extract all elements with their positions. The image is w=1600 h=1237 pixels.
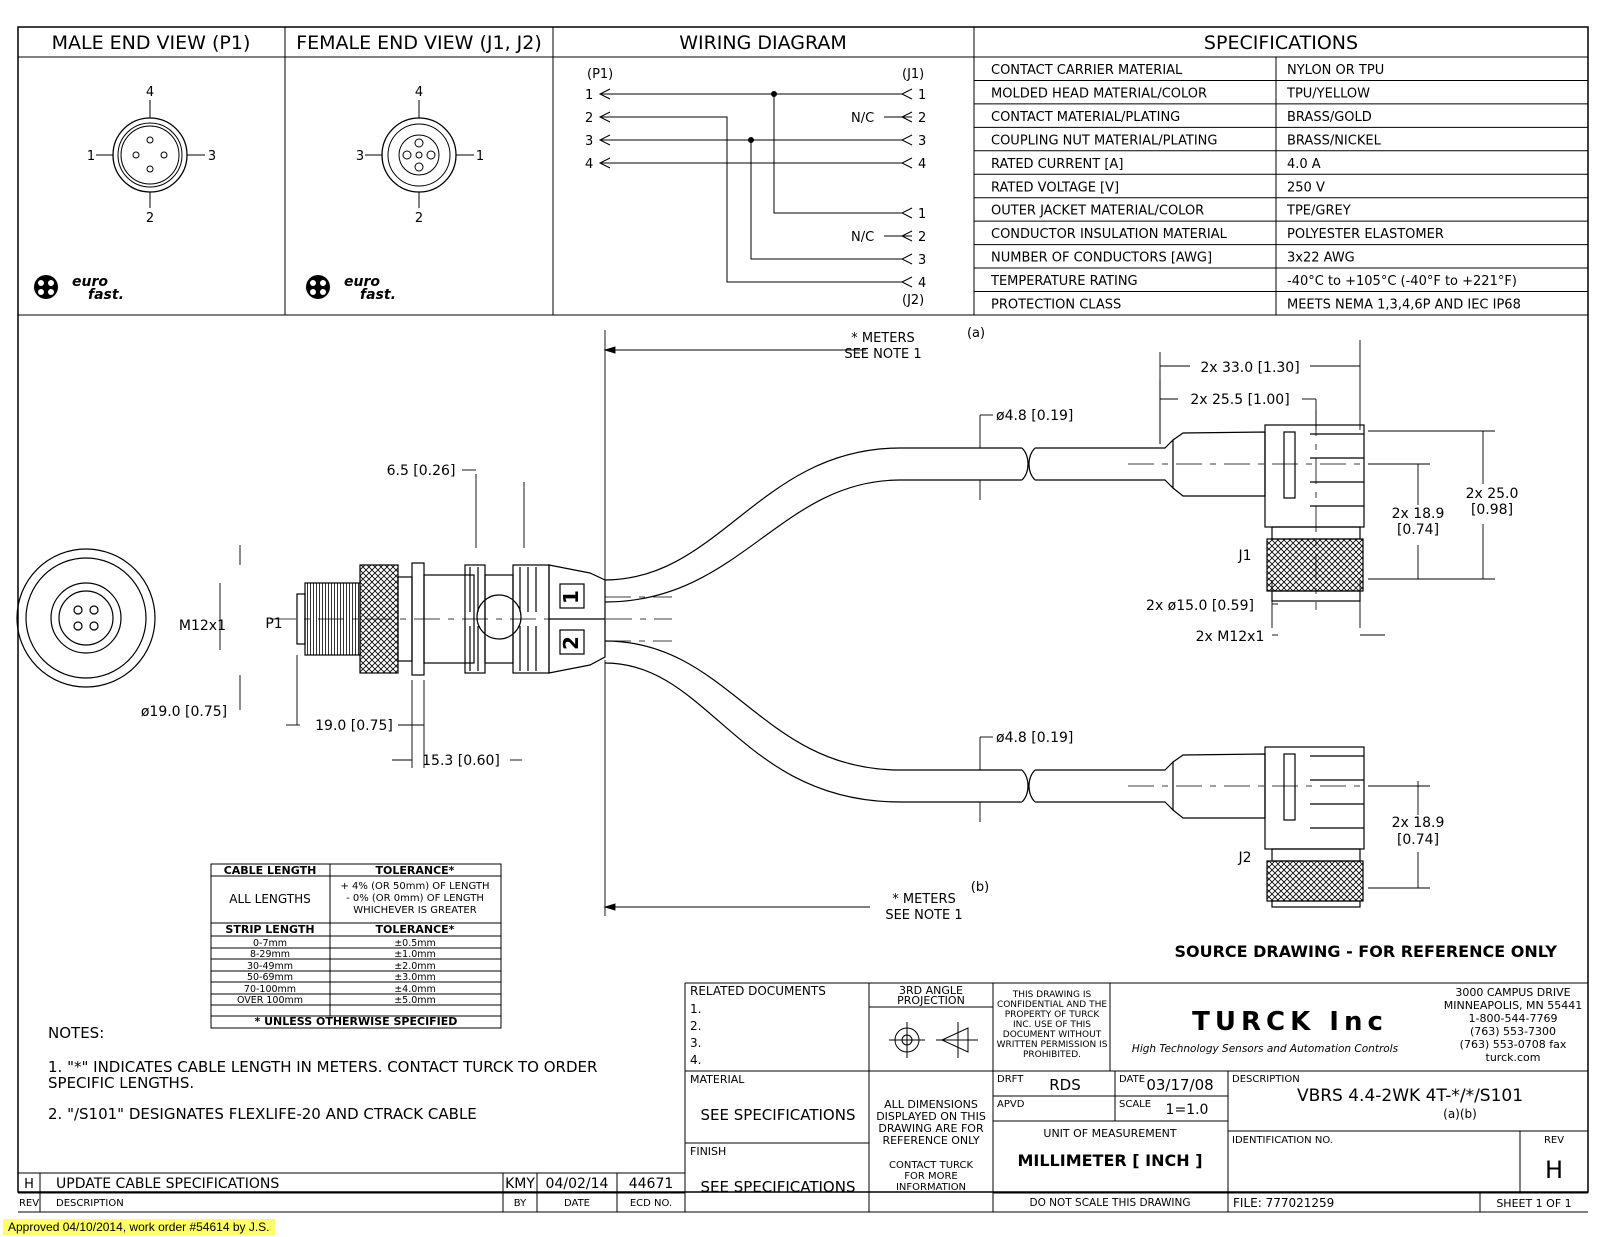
nc-label-j1: N/C bbox=[851, 111, 875, 126]
m12-label: M12x1 bbox=[178, 618, 226, 634]
notes bbox=[48, 1024, 597, 1123]
svg-text:WHICHEVER IS GREATER: WHICHEVER IS GREATER bbox=[353, 905, 477, 916]
female-pin-4: 4 bbox=[414, 85, 424, 100]
tag-a-label: (a) bbox=[966, 326, 986, 341]
svg-text:3000 CAMPUS DRIVE: 3000 CAMPUS DRIVE bbox=[1455, 986, 1571, 999]
svg-text:DESCRIPTION: DESCRIPTION bbox=[56, 1198, 124, 1209]
wiring-j2-label: (J2) bbox=[902, 293, 925, 308]
strip-tolerance-cell: ±5.0mm bbox=[394, 995, 436, 1006]
dim-18-9-top-inch-label: [0.74] bbox=[1396, 522, 1440, 538]
leg-label-2: 2 bbox=[559, 636, 583, 650]
dim-18-9-bottom-inch-label: [0.74] bbox=[1396, 832, 1440, 848]
svg-text:1-800-544-7769: 1-800-544-7769 bbox=[1468, 1012, 1558, 1025]
female-end-view bbox=[356, 85, 484, 226]
strip-length-cell: OVER 100mm bbox=[236, 995, 304, 1006]
sheet-number: SHEET 1 OF 1 bbox=[1496, 1197, 1572, 1210]
nc-label-j2: N/C bbox=[851, 230, 875, 245]
rev-date: 04/02/14 bbox=[545, 1176, 609, 1192]
strip-length-cell: 8-29mm bbox=[249, 949, 291, 960]
male-end-view bbox=[87, 85, 216, 226]
wiring-diagram-title: WIRING DIAGRAM bbox=[679, 32, 847, 54]
p1-label: P1 bbox=[265, 616, 283, 632]
svg-text:FOR MORE: FOR MORE bbox=[904, 1171, 958, 1182]
svg-text:DOCUMENT WITHOUT: DOCUMENT WITHOUT bbox=[1002, 1030, 1102, 1040]
meters-b-label: * METERS bbox=[892, 892, 956, 907]
dia-19-0-label: ø19.0 [0.75] bbox=[140, 704, 228, 720]
svg-text:3: 3 bbox=[918, 134, 927, 149]
strip-length-cell: 70-100mm bbox=[243, 984, 297, 995]
svg-text:PROHIBITED.: PROHIBITED. bbox=[1023, 1050, 1081, 1060]
strip-length-cell: 30-49mm bbox=[246, 961, 294, 972]
scale-value: 1=1.0 bbox=[1165, 1102, 1209, 1118]
svg-text:PROJECTION: PROJECTION bbox=[897, 994, 965, 1007]
svg-text:* UNLESS OTHERWISE SPECIFIED: * UNLESS OTHERWISE SPECIFIED bbox=[254, 1015, 458, 1028]
svg-text:BY: BY bbox=[513, 1198, 527, 1209]
dim-m12-2x-label: 2x M12x1 bbox=[1195, 629, 1265, 645]
svg-text:CONFIDENTIAL AND THE: CONFIDENTIAL AND THE bbox=[996, 1000, 1108, 1010]
female-pin-1: 1 bbox=[475, 149, 485, 164]
svg-text:RELATED DOCUMENTS: RELATED DOCUMENTS bbox=[690, 984, 826, 998]
svg-text:DRFT: DRFT bbox=[997, 1074, 1024, 1085]
company-tagline: High Technology Sensors and Automation Controls bbox=[1131, 1043, 1399, 1055]
meters-a-label: * METERS bbox=[851, 331, 915, 346]
spec-key: CONTACT MATERIAL/PLATING bbox=[991, 109, 1181, 125]
svg-text:UNIT OF MEASUREMENT: UNIT OF MEASUREMENT bbox=[1043, 1127, 1177, 1140]
spec-value: TPU/YELLOW bbox=[1287, 86, 1370, 102]
dim-19-0-label: 19.0 [0.75] bbox=[315, 718, 393, 734]
svg-text:FINISH: FINISH bbox=[690, 1145, 727, 1158]
svg-text:1: 1 bbox=[918, 207, 927, 222]
strip-length-cell: 50-69mm bbox=[246, 972, 294, 983]
spec-value: TPE/GREY bbox=[1287, 203, 1351, 219]
svg-text:REFERENCE ONLY: REFERENCE ONLY bbox=[882, 1134, 980, 1147]
dia-4-8-bottom-label: ø4.8 [0.19] bbox=[996, 730, 1074, 746]
strip-tolerance-cell: ±1.0mm bbox=[394, 949, 436, 960]
svg-text:REV: REV bbox=[1543, 1135, 1565, 1146]
title-rev-letter: H bbox=[1544, 1156, 1564, 1184]
male-pin-3: 3 bbox=[207, 149, 217, 164]
svg-text:TOLERANCE*: TOLERANCE* bbox=[375, 923, 455, 936]
male-end-view-title: MALE END VIEW (P1) bbox=[51, 32, 251, 54]
spec-value: -40°C to +105°C (-40°F to +221°F) bbox=[1287, 274, 1517, 290]
p1-front-face bbox=[17, 549, 155, 687]
dim-18-9-top-label: 2x 18.9 bbox=[1391, 506, 1445, 522]
finish-value: SEE SPECIFICATIONS bbox=[700, 1178, 856, 1196]
svg-text:euro: euro bbox=[344, 274, 380, 290]
male-pin-4: 4 bbox=[145, 85, 155, 100]
dim-6-5-label: 6.5 [0.26] bbox=[386, 463, 456, 479]
dim-15-0-label: 2x ø15.0 [0.59] bbox=[1146, 598, 1254, 614]
svg-text:ECD NO.: ECD NO. bbox=[629, 1198, 673, 1209]
drawing-description-tags: (a)(b) bbox=[1443, 1107, 1477, 1121]
svg-text:PROPERTY OF TURCK: PROPERTY OF TURCK bbox=[1004, 1010, 1100, 1020]
rev-letter: H bbox=[24, 1177, 34, 1192]
strip-tolerance-cell: ±4.0mm bbox=[394, 984, 436, 995]
male-pin-2: 2 bbox=[145, 211, 155, 226]
svg-text:DATE: DATE bbox=[563, 1198, 591, 1209]
wiring-j1-label: (J1) bbox=[902, 67, 925, 82]
svg-text:MINNEAPOLIS, MN 55441: MINNEAPOLIS, MN 55441 bbox=[1443, 999, 1583, 1012]
drafter-value: RDS bbox=[1049, 1076, 1081, 1094]
spec-key: CONTACT CARRIER MATERIAL bbox=[991, 63, 1183, 78]
spec-value: POLYESTER ELASTOMER bbox=[1287, 227, 1444, 243]
svg-text:TOLERANCE*: TOLERANCE* bbox=[375, 864, 455, 877]
svg-text:THIS DRAWING IS: THIS DRAWING IS bbox=[1012, 990, 1092, 1000]
spec-value: 250 V bbox=[1287, 180, 1325, 196]
svg-text:(763) 553-7300: (763) 553-7300 bbox=[1469, 1025, 1557, 1038]
spec-key: MOLDED HEAD MATERIAL/COLOR bbox=[991, 86, 1208, 102]
svg-text:REV: REV bbox=[18, 1198, 40, 1209]
svg-text:1: 1 bbox=[918, 88, 927, 103]
svg-text:+ 4% (OR 50mm) OF LENGTH: + 4% (OR 50mm) OF LENGTH bbox=[340, 881, 490, 892]
svg-text:ALL LENGTHS: ALL LENGTHS bbox=[229, 892, 311, 906]
svg-text:DATE: DATE bbox=[1119, 1074, 1146, 1085]
note-1-line-1: 1. "*" INDICATES CABLE LENGTH IN METERS. CONTACT TURCK TO ORDER bbox=[48, 1058, 598, 1076]
svg-text:2: 2 bbox=[918, 230, 927, 245]
rev-ecd: 44671 bbox=[628, 1176, 674, 1192]
svg-text:DISPLAYED ON THIS: DISPLAYED ON THIS bbox=[876, 1110, 986, 1123]
svg-text:4: 4 bbox=[918, 157, 927, 172]
spec-key: NUMBER OF CONDUCTORS [AWG] bbox=[991, 250, 1213, 266]
female-pin-3: 3 bbox=[355, 149, 365, 164]
svg-text:4: 4 bbox=[918, 276, 927, 291]
dim-25-0-label: 2x 25.0 bbox=[1465, 486, 1519, 502]
svg-text:1.: 1. bbox=[690, 1002, 702, 1016]
svg-text:4: 4 bbox=[585, 157, 594, 172]
wiring-diagram bbox=[585, 67, 926, 308]
material-value: SEE SPECIFICATIONS bbox=[700, 1106, 856, 1124]
svg-text:CONTACT TURCK: CONTACT TURCK bbox=[888, 1160, 974, 1171]
svg-text:WRITTEN PERMISSION IS: WRITTEN PERMISSION IS bbox=[996, 1040, 1108, 1050]
source-drawing-note: SOURCE DRAWING - FOR REFERENCE ONLY bbox=[1174, 942, 1557, 961]
strip-tolerance-cell: ±0.5mm bbox=[394, 938, 436, 949]
j1-label: J1 bbox=[1238, 548, 1252, 564]
svg-text:2: 2 bbox=[918, 111, 927, 126]
spec-value: 3x22 AWG bbox=[1287, 250, 1355, 266]
svg-text:fast.: fast. bbox=[88, 287, 124, 303]
svg-text:DRAWING ARE FOR: DRAWING ARE FOR bbox=[878, 1122, 984, 1135]
spec-key: COUPLING NUT MATERIAL/PLATING bbox=[991, 133, 1218, 149]
dim-25-5-label: 2x 25.5 [1.00] bbox=[1190, 392, 1290, 408]
note1-b-label: SEE NOTE 1 bbox=[885, 908, 963, 923]
tag-b-label: (b) bbox=[970, 880, 990, 895]
svg-text:4.: 4. bbox=[690, 1053, 702, 1067]
eurofast-logo-female bbox=[306, 274, 396, 303]
leg-label-1: 1 bbox=[559, 590, 583, 604]
spec-value: MEETS NEMA 1,3,4,6P AND IEC IP68 bbox=[1287, 297, 1521, 313]
strip-tolerance-cell: ±3.0mm bbox=[394, 972, 436, 983]
specifications-table bbox=[974, 57, 1588, 315]
svg-text:turck.com: turck.com bbox=[1485, 1051, 1541, 1064]
svg-text:STRIP LENGTH: STRIP LENGTH bbox=[225, 923, 315, 936]
male-pin-1: 1 bbox=[86, 149, 96, 164]
file-number: FILE: 777021259 bbox=[1233, 1196, 1335, 1210]
wiring-p1-label: (P1) bbox=[587, 67, 614, 82]
strip-tolerance-cell: ±2.0mm bbox=[394, 961, 436, 972]
svg-text:(763) 553-0708 fax: (763) 553-0708 fax bbox=[1459, 1038, 1567, 1051]
svg-text:fast.: fast. bbox=[360, 287, 396, 303]
svg-text:1: 1 bbox=[585, 88, 594, 103]
spec-key: RATED CURRENT [A] bbox=[991, 156, 1124, 172]
svg-text:INFORMATION: INFORMATION bbox=[895, 1182, 967, 1193]
dim-25-0-inch-label: [0.98] bbox=[1470, 502, 1514, 518]
spec-key: OUTER JACKET MATERIAL/COLOR bbox=[991, 203, 1205, 219]
svg-text:DESCRIPTION: DESCRIPTION bbox=[1232, 1074, 1300, 1085]
notes-title: NOTES: bbox=[48, 1024, 105, 1042]
spec-key: TEMPERATURE RATING bbox=[991, 274, 1138, 290]
svg-text:CABLE LENGTH: CABLE LENGTH bbox=[223, 864, 317, 877]
spec-value: NYLON OR TPU bbox=[1287, 63, 1385, 78]
drawing-description: VBRS 4.4-2WK 4T-*/*/S101 bbox=[1296, 1086, 1524, 1106]
female-end-view-title: FEMALE END VIEW (J1, J2) bbox=[296, 32, 542, 54]
svg-text:3: 3 bbox=[918, 253, 927, 268]
j2-label: J2 bbox=[1238, 850, 1252, 866]
strip-length-cell: 0-7mm bbox=[252, 938, 288, 949]
eurofast-logo-male bbox=[34, 274, 124, 303]
assembly-drawing bbox=[17, 330, 1495, 916]
spec-value: BRASS/GOLD bbox=[1287, 109, 1372, 125]
drawing-date: 03/17/08 bbox=[1146, 1076, 1214, 1094]
dim-33-label: 2x 33.0 [1.30] bbox=[1200, 360, 1300, 376]
svg-text:APVD: APVD bbox=[997, 1099, 1025, 1110]
svg-text:MATERIAL: MATERIAL bbox=[690, 1073, 745, 1086]
spec-value: BRASS/NICKEL bbox=[1287, 133, 1381, 149]
spec-key: PROTECTION CLASS bbox=[991, 297, 1122, 313]
approval-stamp: Approved 04/10/2014, work order #54614 by J.S. bbox=[3, 1219, 275, 1235]
company-logo: TURCK Inc bbox=[1192, 1007, 1388, 1037]
dia-4-8-top-label: ø4.8 [0.19] bbox=[996, 408, 1074, 424]
svg-text:DO NOT SCALE THIS DRAWING: DO NOT SCALE THIS DRAWING bbox=[1029, 1197, 1191, 1209]
note-2: 2. "/S101" DESIGNATES FLEXLIFE-20 AND CTRACK CABLE bbox=[48, 1105, 477, 1123]
svg-text:3: 3 bbox=[585, 134, 594, 149]
dim-18-9-bottom-label: 2x 18.9 bbox=[1391, 815, 1445, 831]
svg-text:2.: 2. bbox=[690, 1019, 702, 1033]
unit-value: MILLIMETER [ INCH ] bbox=[1017, 1151, 1203, 1170]
title-block-text bbox=[690, 984, 1582, 1210]
rev-description: UPDATE CABLE SPECIFICATIONS bbox=[56, 1176, 280, 1192]
svg-text:3.: 3. bbox=[690, 1036, 702, 1050]
spec-key: RATED VOLTAGE [V] bbox=[991, 180, 1120, 196]
svg-text:ALL DIMENSIONS: ALL DIMENSIONS bbox=[884, 1098, 978, 1111]
dim-15-3-label: 15.3 [0.60] bbox=[422, 753, 500, 769]
spec-value: 4.0 A bbox=[1287, 156, 1321, 172]
female-pin-2: 2 bbox=[414, 211, 424, 226]
svg-text:IDENTIFICATION NO.: IDENTIFICATION NO. bbox=[1232, 1135, 1333, 1146]
rev-by: KMY bbox=[505, 1176, 535, 1192]
svg-text:- 0% (OR 0mm) OF LENGTH: - 0% (OR 0mm) OF LENGTH bbox=[346, 893, 484, 904]
svg-text:2: 2 bbox=[585, 111, 594, 126]
svg-text:SCALE: SCALE bbox=[1119, 1099, 1152, 1110]
specifications-title: SPECIFICATIONS bbox=[1203, 32, 1359, 54]
svg-text:INC. USE OF THIS: INC. USE OF THIS bbox=[1013, 1020, 1091, 1030]
note1-a-label: SEE NOTE 1 bbox=[844, 347, 922, 362]
svg-text:euro: euro bbox=[72, 274, 108, 290]
spec-key: CONDUCTOR INSULATION MATERIAL bbox=[991, 227, 1227, 243]
svg-text:3RD ANGLE: 3RD ANGLE bbox=[899, 984, 963, 997]
note-1-line-2: SPECIFIC LENGTHS. bbox=[48, 1074, 195, 1092]
